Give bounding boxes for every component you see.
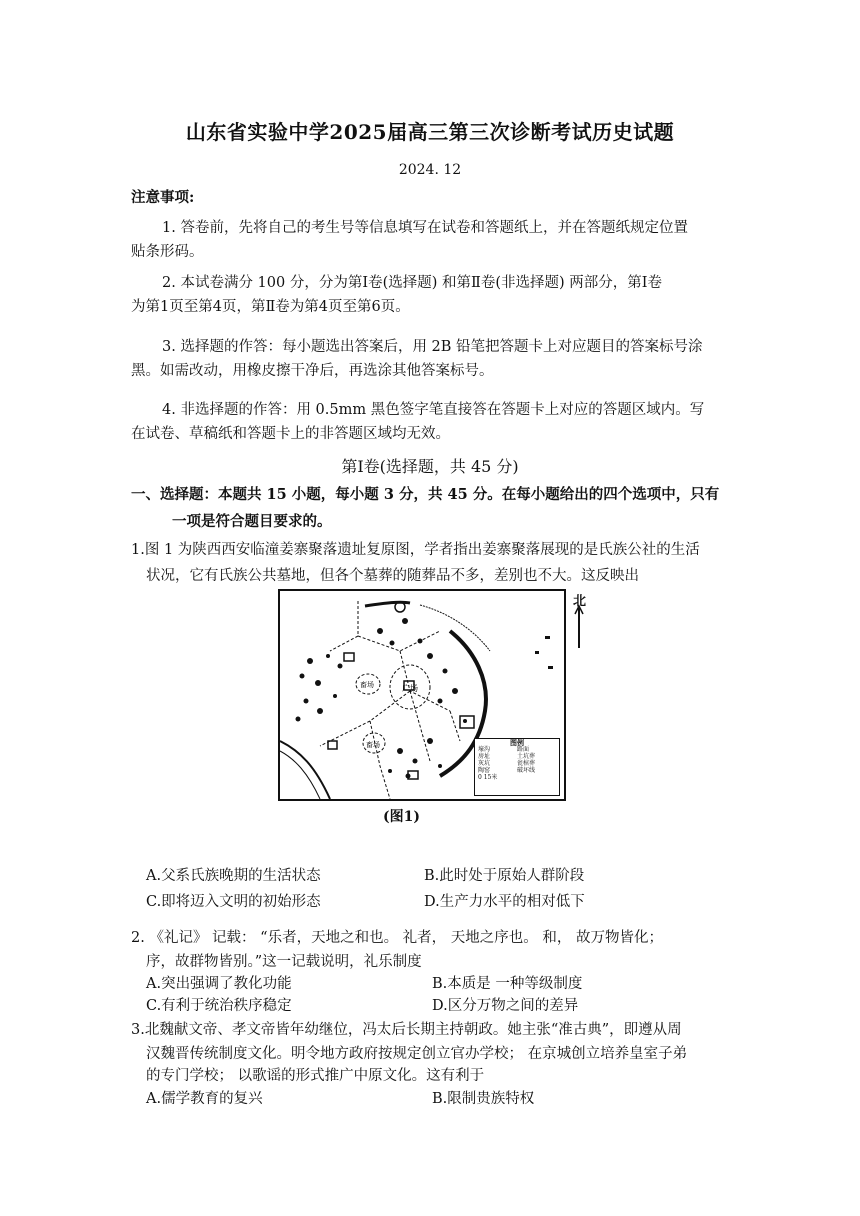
q3-stem-line2: 汉魏晋传统制度文化。明令地方政府按规定创立官办学校； 在京城创立培养皇室子弟 xyxy=(146,1046,688,1062)
section-instruction-line1: 一、选择题：本题共 15 小题，每小题 3 分，共 45 分。在每小题给出的四个选项中，只有 xyxy=(131,486,720,503)
notice-item-4-line2: 在试卷、草稿纸和答题卡上的非答题区域均无效。 xyxy=(131,426,450,442)
map-label-pen1: 畜场 xyxy=(360,681,374,689)
legend-item-burial: 土坑葬 xyxy=(517,753,536,760)
notice-item-2-line1: 2. 本试卷满分 100 分，分为第Ⅰ卷(选择题) 和第Ⅱ卷(非选择题) 两部分，第Ⅰ卷 xyxy=(162,275,662,291)
q2-stem-line1: 2. 《礼记》 记载： “乐者，天地之和也。 礼者， 天地之序也。 和， 故万物皆化； xyxy=(131,930,664,946)
q3-option-a: A.儒学教育的复兴 xyxy=(146,1091,263,1107)
legend-item-urn: 瓮棺葬 xyxy=(517,760,536,767)
q1-stem-line2: 状况，它有氏族公共墓地，但各个墓葬的随葬品不多，差别也不大。这反映出 xyxy=(146,568,639,584)
legend-item-destroyed: 破坏线 xyxy=(517,767,536,774)
q1-stem-line1: 1.图 1 为陕西西安临潼姜寨聚落遗址复原图，学者指出姜寨聚落展现的是氏族公社的生活 xyxy=(131,542,700,558)
q1-option-a: A.父系氏族晚期的生活状态 xyxy=(146,868,321,884)
q2-stem-line2: 序，故群物皆别。”这一记载说明，礼乐制度 xyxy=(146,954,422,970)
q1-option-c: C.即将迈入文明的初始形态 xyxy=(146,894,321,910)
q2-option-d: D.区分万物之间的差异 xyxy=(432,998,579,1014)
figure-caption: (图1) xyxy=(383,809,420,825)
north-arrow xyxy=(571,590,593,650)
q2-option-c: C.有利于统治秩序稳定 xyxy=(146,998,292,1014)
q3-option-b: B.限制贵族特权 xyxy=(432,1091,535,1107)
legend-title: 图例 xyxy=(510,738,524,747)
q1-figure-map xyxy=(278,589,566,801)
notice-item-1-line2: 贴条形码。 xyxy=(131,244,204,260)
notice-item-1-line1: 1. 答卷前，先将自己的考生号等信息填写在试卷和答题纸上，并在答题纸规定位置 xyxy=(162,220,688,236)
notice-item-3-line1: 3. 选择题的作答：每小题选出答案后，用 2B 铅笔把答题卡上对应题目的答案标号涂 xyxy=(162,339,703,355)
q3-stem-line1: 3.北魏献文帝、孝文帝皆年幼继位，冯太后长期主持朝政。她主张“准古典”，即遵从周 xyxy=(131,1022,682,1038)
map-label-plaza: 广场 xyxy=(402,684,418,693)
notice-item-4-line1: 4. 非选择题的作答：用 0.5mm 黑色签字笔直接答在答题卡上对应的答题区域内。写 xyxy=(162,402,705,418)
notice-item-4 xyxy=(131,398,731,446)
section-instruction-line2: 一项是符合题目要求的。 xyxy=(172,513,332,530)
q3-stem-line3: 的专门学校； 以歌谣的形式推广中原文化。这有利于 xyxy=(146,1068,485,1084)
notice-item-3-line2: 黑。如需改动，用橡皮擦干净后，再选涂其他答案标号。 xyxy=(131,363,494,379)
notice-item-2 xyxy=(131,271,731,319)
legend-item-moat: 壕沟 xyxy=(478,746,491,753)
legend-item-house: 房址 xyxy=(478,753,491,760)
legend-item-kiln: 陶窑 xyxy=(478,767,491,774)
map-label-pen2: 畜场 xyxy=(366,741,380,749)
legend-item-road: 路面 xyxy=(517,746,530,753)
q2-option-a: A.突出强调了教化功能 xyxy=(146,976,292,992)
q1-option-d: D.生产力水平的相对低下 xyxy=(424,894,585,910)
q1-option-b: B.此时处于原始人群阶段 xyxy=(424,868,585,884)
notice-heading: 注意事项: xyxy=(131,189,195,206)
page-title: 山东省实验中学2025届高三第三次诊断考试历史试题 xyxy=(185,120,675,144)
notice-item-2-line2: 为第1页至第4页，第Ⅱ卷为第4页至第6页。 xyxy=(131,299,410,315)
map-legend xyxy=(474,738,560,796)
section-title: 第Ⅰ卷(选择题，共 45 分) xyxy=(341,457,519,476)
legend-item-pit: 灰坑 xyxy=(478,760,491,767)
exam-date: 2024. 12 xyxy=(398,162,462,178)
q2-option-b: B.本质是 一种等级制度 xyxy=(432,976,583,992)
notice-item-3 xyxy=(131,335,731,383)
north-arrow-icon xyxy=(571,590,593,650)
north-label: 北 xyxy=(573,594,587,609)
notice-item-1 xyxy=(131,216,731,264)
legend-scale: 0 15米 xyxy=(478,774,498,781)
